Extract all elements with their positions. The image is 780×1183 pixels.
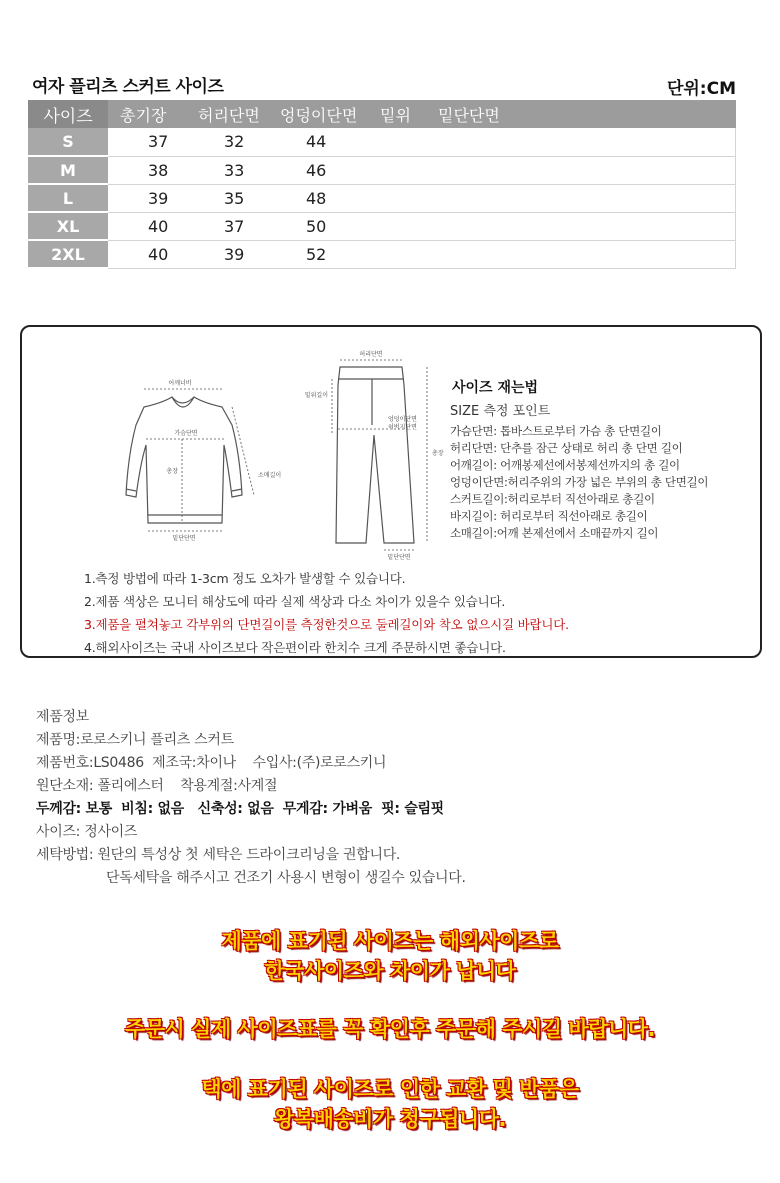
notice-line: 한국사이즈와 차이가 납니다	[264, 959, 516, 983]
label-thigh: 허벅지단면	[388, 424, 417, 431]
sweater-guides	[144, 389, 254, 531]
waist-cell: 37	[198, 212, 280, 240]
rise-cell	[380, 156, 438, 184]
list-item: 2.제품 색상은 모니터 해상도에 따라 실제 색상과 다소 차이가 있을수 있습니다.	[84, 594, 506, 609]
waist-cell: 39	[198, 240, 280, 268]
list-item: 어깨길이: 어깨봉제선에서봉제선까지의 총 길이	[450, 458, 680, 472]
hip-cell: 44	[280, 128, 380, 156]
header-rise: 밑위	[380, 100, 438, 128]
list-item: 1.측정 방법에 따라 1-3cm 정도 오차가 발생할 수 있습니다.	[84, 571, 406, 586]
header-size: 사이즈	[28, 100, 108, 128]
size-chart-title: 여자 플리츠 스커트 사이즈	[32, 77, 224, 97]
hem-cell	[438, 128, 736, 156]
product-info	[36, 706, 466, 890]
notice-line: 왕복배송비가 청구됩니다.	[274, 1107, 506, 1131]
list-item: 바지길이: 허리로부터 직선아래로 총길이	[450, 509, 648, 523]
hip-cell: 48	[280, 184, 380, 212]
header-total-length: 총기장	[108, 100, 198, 128]
size-table	[28, 100, 736, 269]
label-pants-waist: 허리단면	[359, 351, 383, 358]
product-wash: 세탁방법: 원단의 특성상 첫 세탁은 드라이크리닝을 권합니다.	[36, 847, 401, 863]
label-shoulder: 어깨너비	[168, 380, 192, 387]
notice-line: 택에 표기된 사이즈로 인한 교환 및 반품은	[201, 1077, 579, 1101]
hem-cell	[438, 240, 736, 268]
list-item: 스커트길이:허리로부터 직선아래로 총길이	[450, 492, 655, 506]
product-fabric: 원단소재: 폴리에스터 착용계절:사계절	[36, 778, 278, 794]
label-hip: 엉덩이단면	[388, 416, 417, 423]
notice-line: 주문시 실제 사이즈표를 꼭 확인후 주문해 주시길 바랍니다.	[124, 1017, 656, 1041]
label-pants-hem: 밑단단면	[387, 554, 411, 561]
product-wash-cont: 단독세탁을 해주시고 건조기 사용시 변형이 생길수 있습니다.	[106, 870, 466, 886]
total-length-cell: 40	[108, 212, 198, 240]
list-item: 소매길이:어깨 본제선에서 소매끝까지 길이	[450, 526, 659, 540]
hip-cell: 52	[280, 240, 380, 268]
size-cell: L	[28, 184, 108, 212]
rise-cell	[380, 184, 438, 212]
measure-notes	[84, 567, 569, 659]
table-row	[28, 212, 736, 240]
list-item: 4.해외사이즈는 국내 사이즈보다 작은편이라 한치수 크게 주문하시면 좋습니다.	[84, 640, 506, 655]
rise-cell	[380, 240, 438, 268]
waist-cell: 33	[198, 156, 280, 184]
size-cell: M	[28, 156, 108, 184]
waist-cell: 32	[198, 128, 280, 156]
list-item: 가슴단면: 톱바스트로부터 가슴 총 단면길이	[450, 424, 662, 438]
product-info-heading: 제품정보	[36, 709, 89, 725]
rise-cell	[380, 212, 438, 240]
sweater-illustration	[126, 397, 242, 523]
product-name: 제품명:로로스키니 플리츠 스커트	[36, 732, 234, 748]
size-cell: 2XL	[28, 240, 108, 268]
warning-note: 3.제품을 펼쳐놓고 각부위의 단면길이를 측정한것으로 둘레길이와 착오 없으시길 바랍니다.	[84, 617, 569, 632]
measure-title: 사이즈 재는법	[452, 380, 539, 396]
hip-cell: 50	[280, 212, 380, 240]
header-waist: 허리단면	[198, 100, 280, 128]
table-row	[28, 240, 736, 268]
table-row	[28, 128, 736, 156]
header-hem: 밑단단면	[438, 100, 736, 128]
product-number: 제품번호:LS0486 제조국:차이나 수입사:(주)로로스키니	[36, 755, 387, 771]
measure-points	[450, 423, 708, 542]
unit-label: 단위:CM	[666, 79, 736, 99]
list-item: 엉덩이단면:허리주위의 가장 넓은 부위의 총 단면길이	[450, 475, 709, 489]
product-features: 두께감: 보통 비침: 없음 신축성: 없음 무게감: 가벼움 핏: 슬림핏	[36, 801, 444, 817]
total-length-cell: 40	[108, 240, 198, 268]
waist-cell: 35	[198, 184, 280, 212]
label-rise: 밑위길이	[304, 392, 328, 399]
label-top-length: 총장	[166, 468, 178, 475]
label-chest: 가슴단면	[174, 430, 198, 437]
header-hip: 엉덩이단면	[280, 100, 380, 128]
hem-cell	[438, 156, 736, 184]
label-pants-length: 총장	[432, 450, 444, 457]
pants-illustration	[336, 367, 414, 543]
measurement-guide-box	[20, 325, 762, 658]
size-cell: S	[28, 128, 108, 156]
total-length-cell: 37	[108, 128, 198, 156]
total-length-cell: 39	[108, 184, 198, 212]
list-item: 허리단면: 단추를 잠근 상태로 허리 총 단면 길이	[450, 441, 683, 455]
hem-cell	[438, 184, 736, 212]
size-table-header	[28, 100, 736, 128]
size-cell: XL	[28, 212, 108, 240]
product-size: 사이즈: 정사이즈	[36, 824, 138, 840]
label-top-hem: 밑단단면	[172, 535, 196, 542]
measurement-diagram	[82, 345, 462, 575]
table-row	[28, 156, 736, 184]
rise-cell	[380, 128, 438, 156]
label-sleeve: 소매길이	[258, 472, 282, 479]
hip-cell: 46	[280, 156, 380, 184]
measure-subtitle: SIZE 측정 포인트	[450, 404, 551, 419]
hem-cell	[438, 212, 736, 240]
total-length-cell: 38	[108, 156, 198, 184]
notice-line: 제품에 표기된 사이즈는 해외사이즈로	[221, 929, 559, 953]
table-row	[28, 184, 736, 212]
